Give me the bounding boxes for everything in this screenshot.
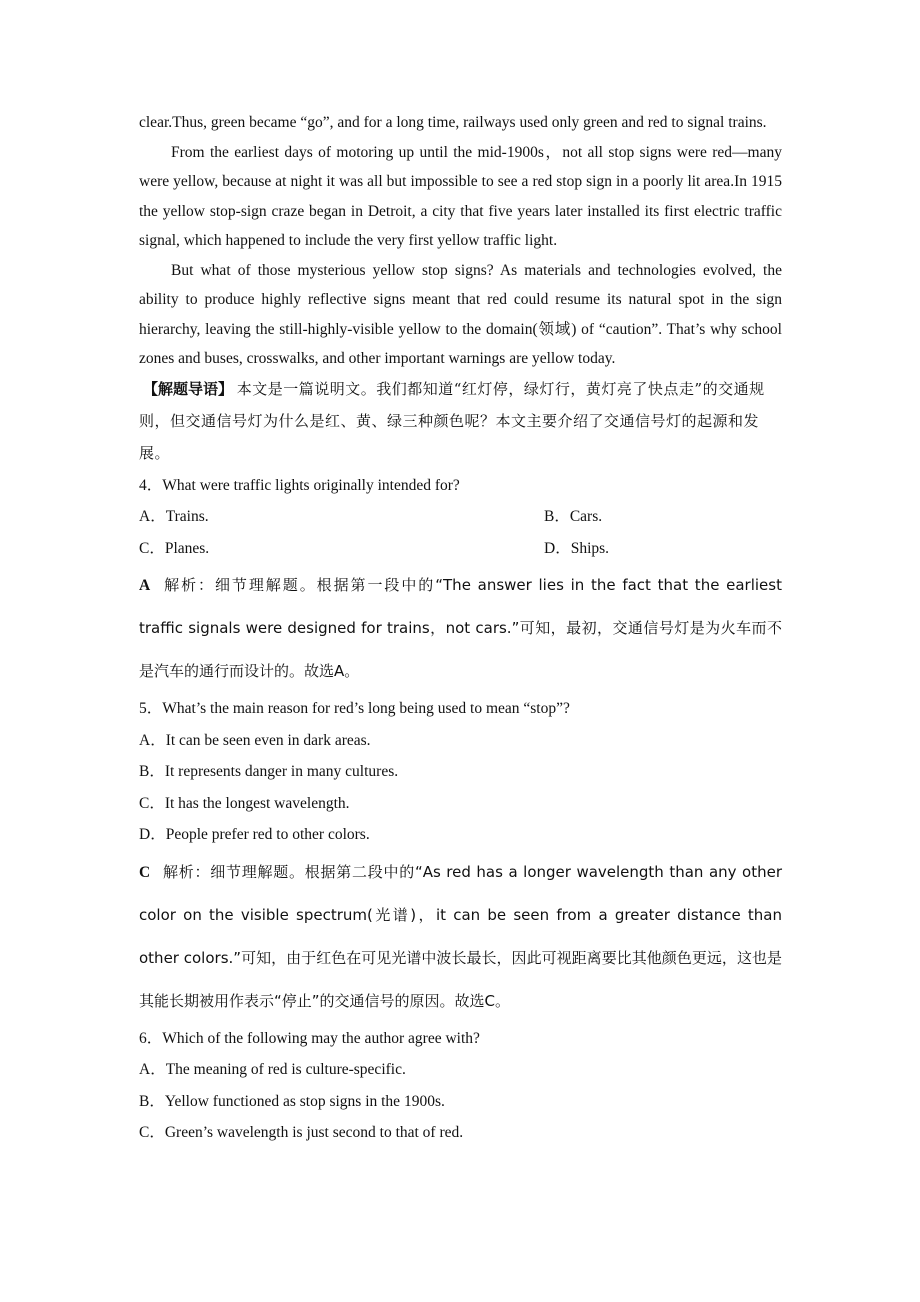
question-4-explanation: 解析：细节理解题。根据第一段中的“The answer lies in the fact that the earliest traffic signals were designed for trains，not cars.”可知，最初，交通信号灯是为火车而不是汽车的通行而设计的。故选A。 <box>139 576 782 680</box>
reading-guide-tag: 【解题导语】 <box>143 379 234 398</box>
question-5-option-d: D．People prefer red to other colors. <box>139 826 370 843</box>
question-4-option-c: C．Planes. <box>139 539 210 557</box>
question-4-options <box>139 501 782 564</box>
question-4-option-b: B．Cars. <box>544 508 603 525</box>
passage-paragraph-2: From the earliest days of motoring up until the mid-1900s，not all stop signs were red—many were yellow, because at night it was all but impossible to see a red stop sign in a poorly lit area.In 1915 the yellow stop-sign craze began in Detroit, a city that five years later installed its first electric traffic signal, which happened to include the very first yellow traffic light. <box>139 143 782 249</box>
question-5-answer-letter: C <box>139 863 151 881</box>
question-5 <box>139 693 782 1023</box>
question-5-option-a: A．It can be seen even in dark areas. <box>139 731 371 749</box>
question-4-option-d: D．Ships. <box>544 539 610 557</box>
reading-guide-text: 本文是一篇说明文。我们都知道“红灯停，绿灯行，黄灯亮了快点走”的交通规则，但交通信号灯为什么是红、黄、绿三种颜色呢？本文主要介绍了交通信号灯的起源和发展。 <box>139 379 765 462</box>
passage-paragraph-end: clear.Thus, green became “go”, and for a long time, railways used only green and red to signal trains. <box>139 114 767 131</box>
question-5-stem: 5．What’s the main reason for red’s long being used to mean “stop”? <box>139 700 570 717</box>
question-4-answer <box>139 564 782 693</box>
reading-guide <box>139 374 782 470</box>
question-6-stem: 6．Which of the following may the author agree with? <box>139 1029 480 1047</box>
document-page <box>139 108 782 1149</box>
question-6-option-a: A．The meaning of red is culture-specific. <box>139 1061 406 1078</box>
question-5-answer <box>139 851 782 1023</box>
question-4-option-a: A．Trains. <box>139 508 209 525</box>
question-4-stem: 4．What were traffic lights originally intended for? <box>139 476 460 494</box>
question-6-option-c: C．Green’s wavelength is just second to that of red. <box>139 1124 464 1141</box>
question-5-option-c: C．It has the longest wavelength. <box>139 794 350 812</box>
passage-paragraph-3: But what of those mysterious yellow stop signs? As materials and technologies evolved, the ability to produce highly reflective signs meant that red could resume its natural spot in the sign hierarchy, leaving the still-highly-visible yellow to the domain(领域) of “caution”. That’s why school zones and buses, crosswalks, and other important warnings are yellow today. <box>139 261 782 367</box>
question-6 <box>139 1023 782 1149</box>
question-4 <box>139 470 782 694</box>
question-5-explanation: 解析：细节理解题。根据第二段中的“As red has a longer wavelength than any other color on the visible spectrum(光谱)，it can be seen from a greater distance than other colors.”可知，由于红色在可见光谱中波长最长，因此可视距离要比其他颜色更远，这也是其能长期被用作表示“停止”的交通信号的原因。故选C。 <box>139 862 782 1010</box>
question-5-option-b: B．It represents danger in many cultures. <box>139 763 399 780</box>
question-4-answer-letter: A <box>139 577 151 594</box>
question-6-option-b: B．Yellow functioned as stop signs in the 1900s. <box>139 1092 445 1110</box>
